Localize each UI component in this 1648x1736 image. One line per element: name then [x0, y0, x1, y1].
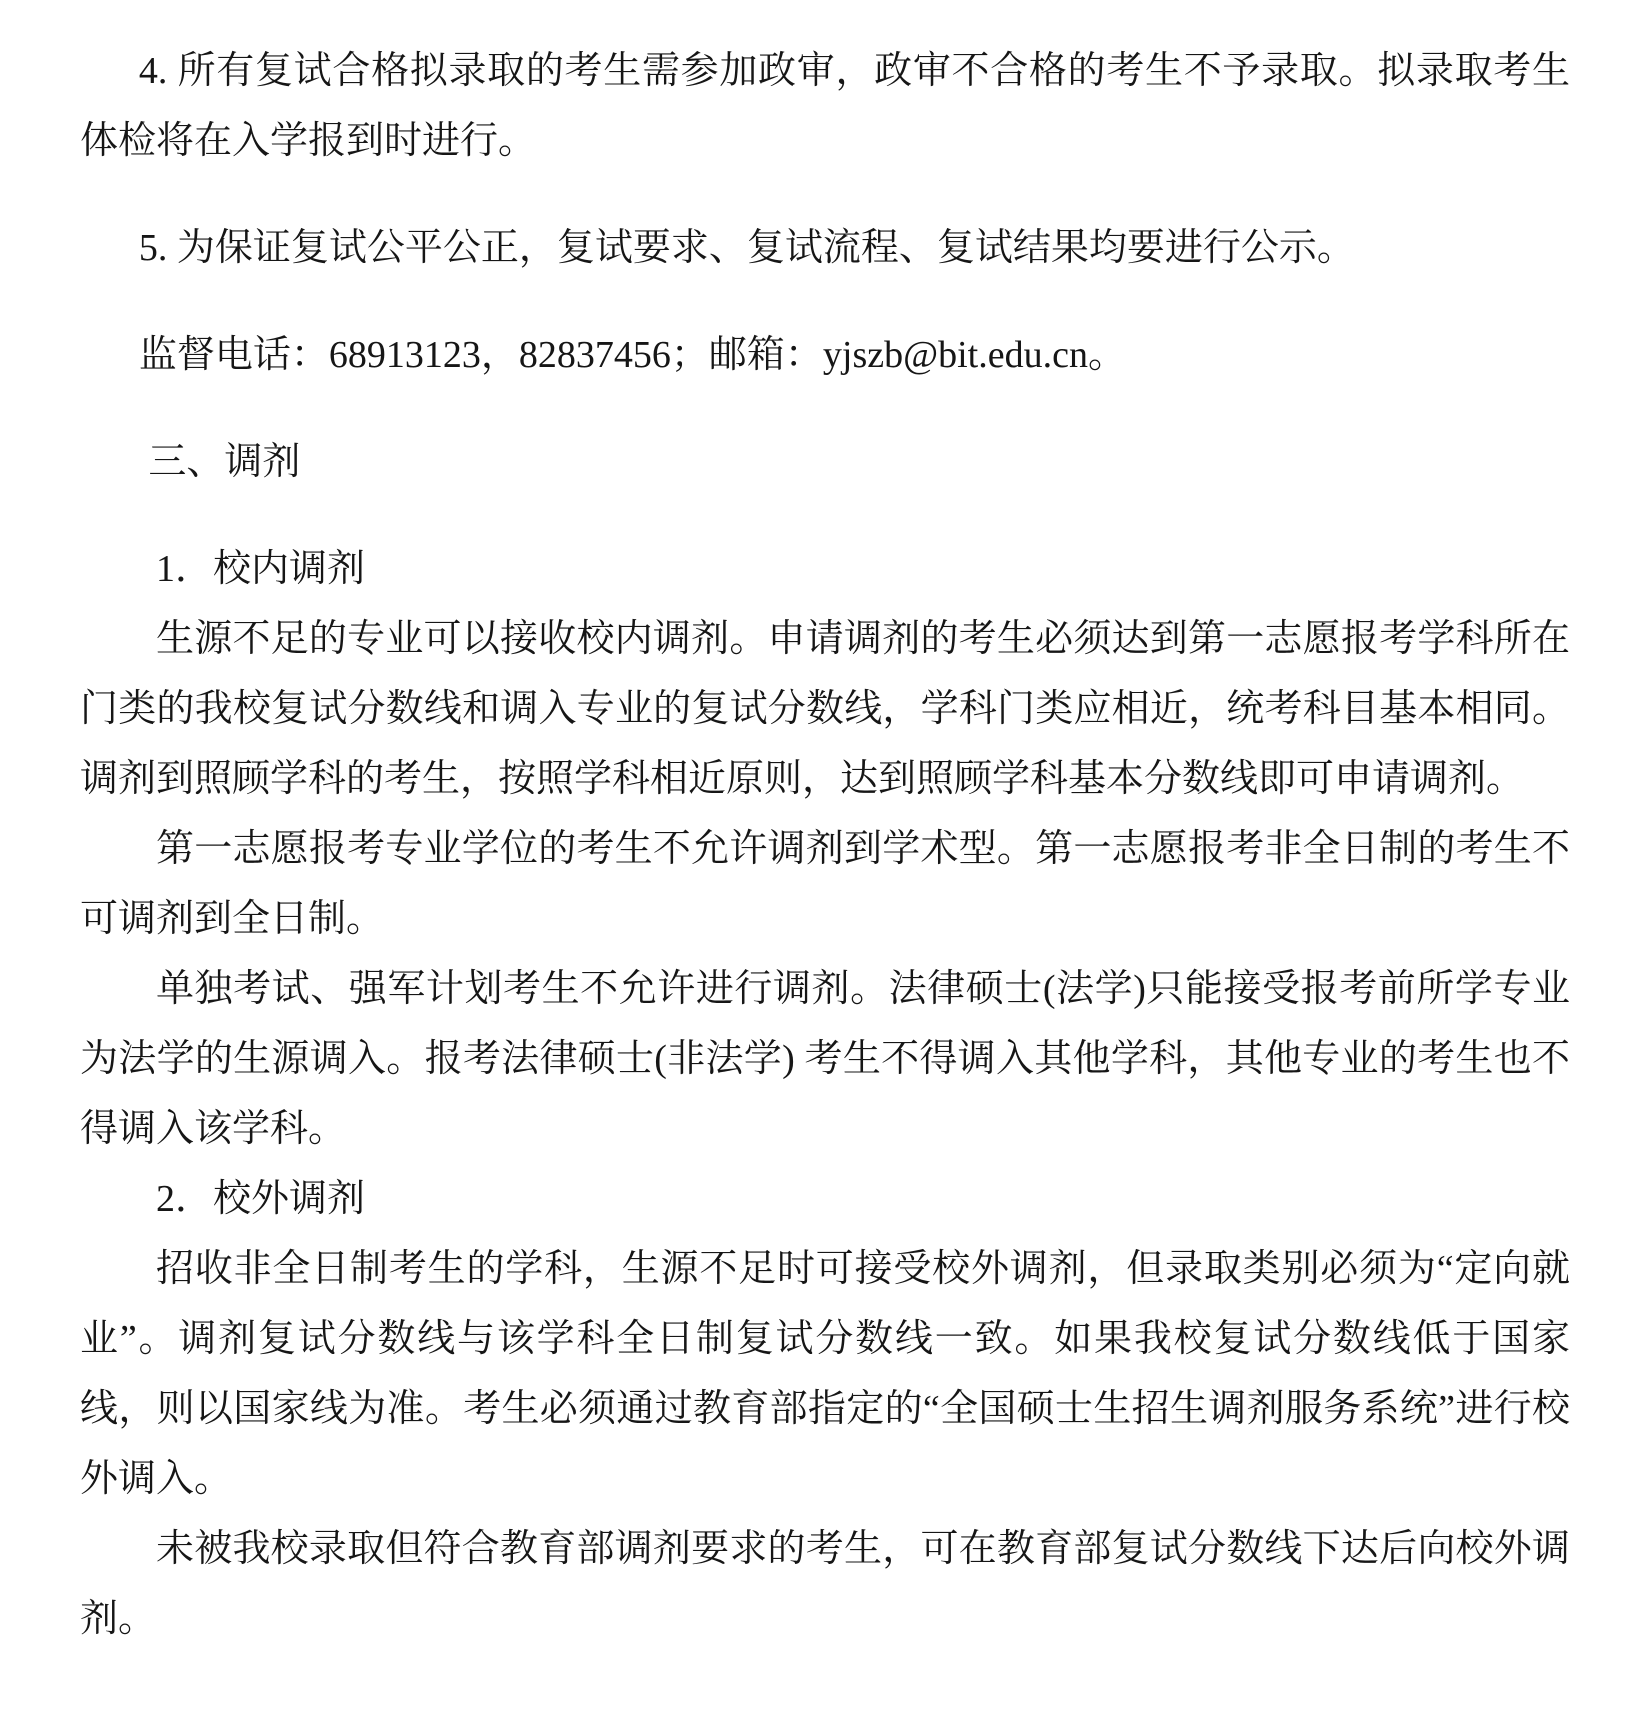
paragraph-external-transfer-eligibility: 未被我校录取但符合教育部调剂要求的考生，可在教育部复试分数线下达后向校外调剂。: [80, 1528, 1570, 1640]
section-heading-transfer: 三、调剂: [148, 441, 301, 483]
paragraph-external-transfer-rules: 招收非全日制考生的学科，生源不足时可接受校外调剂，但录取类别必须为“定向就业”。调剂复试分数线与该学科全日制复试分数线一致。如果我校复试分数线低于国家线，则以国家线为准。考生必须通过教育部指定的“全国硕士生招生调剂服务系统”进行校外调入。: [80, 1248, 1570, 1500]
supervision-contact-line: 监督电话：68913123，82837456；邮箱：yjszb@bit.edu.cn。: [138, 334, 1126, 376]
paragraph-internal-transfer-rules: 生源不足的专业可以接收校内调剂。申请调剂的考生必须达到第一志愿报考学科所在门类的我校复试分数线和调入专业的复试分数线，学科门类应相近，统考科目基本相同。调剂到照顾学科的考生，按照学科相近原则，达到照顾学科基本分数线即可申请调剂。: [80, 618, 1570, 800]
subsection-heading-internal-transfer: 1．校内调剂: [156, 548, 366, 590]
subsection-heading-external-transfer: 2．校外调剂: [156, 1178, 366, 1220]
paragraph-first-choice-restrictions: 第一志愿报考专业学位的考生不允许调剂到学术型。第一志愿报考非全日制的考生不可调剂到全日制。: [80, 828, 1570, 940]
paragraph-clause-5: 5. 为保证复试公平公正，复试要求、复试流程、复试结果均要进行公示。: [138, 227, 1355, 269]
paragraph-clause-4: 4. 所有复试合格拟录取的考生需参加政审，政审不合格的考生不予录取。拟录取考生体检将在入学报到时进行。: [80, 50, 1570, 162]
paragraph-special-program-restrictions: 单独考试、强军计划考生不允许进行调剂。法律硕士(法学)只能接受报考前所学专业为法学的生源调入。报考法律硕士(非法学) 考生不得调入其他学科，其他专业的考生也不得调入该学科。: [80, 968, 1570, 1150]
